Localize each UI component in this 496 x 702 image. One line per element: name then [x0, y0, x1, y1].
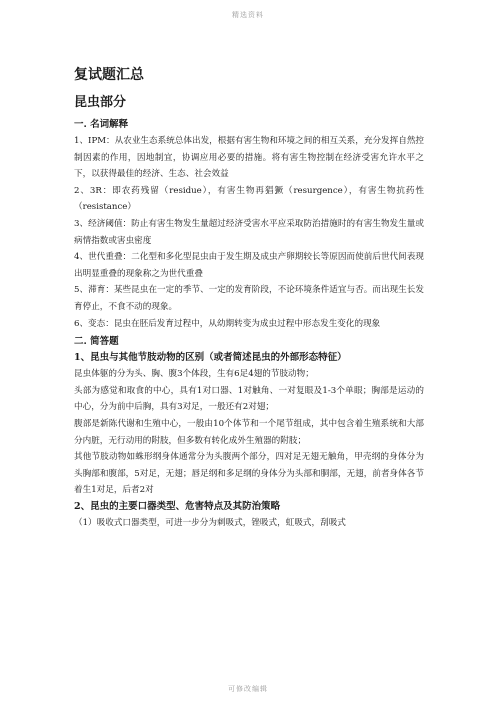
definition-item: 3、经济阈值：防止有害生物发生量超过经济受害水平应采取防治措施时的有害生物发生量或病情指数或害虫密度 [74, 218, 424, 246]
answer-paragraph: 昆虫体躯的分为头、胸、腹3个体段，生有6足4翅的节肢动物； [74, 369, 314, 380]
answer-paragraph: （1）吸收式口器类型，可进一步分为刺吸式，锉吸式，虹吸式，刮吸式 [74, 517, 346, 528]
header-watermark: 精选资料 [232, 11, 264, 19]
definition-item: 4、世代重叠：二化型和多化型昆虫由于发生期及成虫产卵期较长等原因而使前后世代间表现出明显重叠的现象称之为世代重叠 [74, 252, 424, 279]
question2-heading: 2、昆虫的主要口器类型、危害特点及其防治策略 [74, 500, 281, 512]
answer-paragraph: 腹部是新陈代谢和生殖中心，一般由10个体节和一个尾节组成，其中包含着生殖系统和大部分内脏，无行动用的附肢，但多数有转化成外生殖器的附肢； [74, 418, 424, 446]
part2-heading: 二. 简答题 [74, 336, 119, 348]
question1-heading: 1、昆虫与其他节肢动物的区别（或者简述昆虫的外部形态特征） [74, 352, 347, 364]
definition-item: 5、滞育：某些昆虫在一定的季节、一定的发育阶段，不论环境条件适宜与否。而出现生长发育停止，不食不动的现象。 [74, 285, 424, 312]
document-body [74, 117, 424, 531]
part1-heading: 一. 名词解释 [74, 119, 129, 130]
definition-item: 2、3R：即农药残留（residue），有害生物再猖獗（resurgence），有害生物抗药性（resistance） [74, 185, 424, 213]
definition-item: 1、IPM：从农业生态系统总体出发，根据有害生物和环境之间的相互关系，充分发挥自然控制因素的作用，因地制宜，协调应用必要的措施。将有害生物控制在经济受害允许水平之下，以获得最佳的经济、生态、社会效益 [74, 136, 425, 180]
section-title: 昆虫部分 [74, 95, 127, 110]
answer-paragraph: 头部为感觉和取食的中心，具有1对口器、1对触角、一对复眼及1-3个单眼；胸部是运动的中心，分为前中后胸，具有3对足，一般还有2对翅； [74, 385, 424, 413]
answer-paragraph: 其他节肢动物如蛛形纲身体通常分为头腹两个部分，四对足无翅无触角，甲壳纲的身体分为头胸部和腹部，5对足，无翅；唇足纲和多足纲的身体分为头部和胴部，无翅，前者身体各节着生1对足，后者2对 [74, 452, 424, 496]
document-title: 复试题汇总 [74, 67, 144, 83]
footer-watermark: 可修改编辑 [228, 685, 268, 693]
definition-item: 6、变态：昆虫在胚后发育过程中，从幼期转变为成虫过程中形态发生变化的现象 [74, 318, 381, 329]
